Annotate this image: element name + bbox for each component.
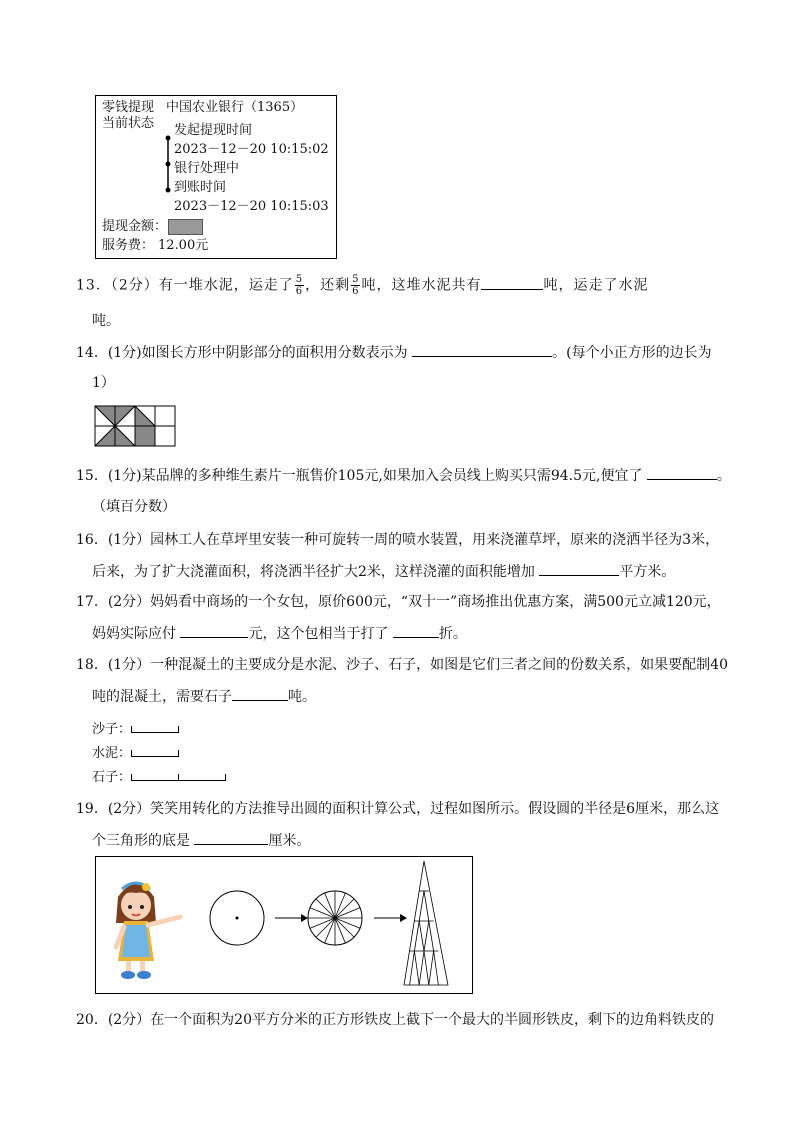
q13-text-3: 吨，这堆水泥共有 <box>361 277 482 294</box>
answer-blank[interactable] <box>647 465 717 480</box>
q14-cont: 1） <box>92 375 115 391</box>
question-13 <box>76 274 734 297</box>
question-16: 16．(1分）园林工人在草坪里安装一种可旋转一周的喷水装置，用来浇灌草坪，原来的浇洒半径为3米， <box>76 532 720 548</box>
q19-line2 <box>92 830 734 851</box>
question-17: 17．(2分）妈妈看中商场的一个女包，原价600元，“双十一”商场推出优惠方案，满500元立减120元， <box>76 594 721 610</box>
cement-bar <box>92 742 179 761</box>
bar-segment <box>131 750 179 757</box>
frac2-den: 6 <box>352 286 360 297</box>
q17-text-c: 折。 <box>438 626 467 642</box>
q14-text: 14．(1分)如图长方形中阴影部分的面积用分数表示为 <box>76 345 408 361</box>
frac1-num: 5 <box>295 274 304 285</box>
q17-text-a: 妈妈实际应付 <box>92 626 176 642</box>
start-time: 2023－12－20 10:15:02 <box>174 142 329 157</box>
q17-line2 <box>92 623 734 644</box>
amount-label: 提现金额： <box>102 219 168 234</box>
fraction-1 <box>295 274 304 297</box>
processing-status: 银行处理中 <box>174 161 240 176</box>
circle-transform-figure <box>95 856 473 994</box>
q15-text: 15．(1分)某品牌的多种维生素片一瓶售价105元,如果加入会员线上购买只需94.5元,便宜了 <box>76 468 643 484</box>
q14-text-end: 。(每个小正方形的边长为 <box>552 345 712 361</box>
bar-segment <box>131 726 179 733</box>
question-18: 18．(1分）一种混凝土的主要成分是水泥、沙子、石子，如图是它们三者之间的份数关系，如果要配制40 <box>76 657 728 673</box>
q16-line2 <box>92 561 734 582</box>
sand-label: 沙子： <box>92 722 132 737</box>
stone-label: 石子： <box>92 770 132 785</box>
question-20: 20．(2分）在一个面积为20平方分米的正方形铁皮上截下一个最大的半圆形铁皮，剩下的边角料铁皮的 <box>76 1012 714 1028</box>
q17-text-b: 元，这个包相当于打了 <box>248 626 389 642</box>
girl-illustration <box>116 883 180 979</box>
q16-text-end: 平方米。 <box>619 564 676 580</box>
arrive-time: 2023－12－20 10:15:03 <box>174 199 329 214</box>
q13-num: 13．（2分） <box>76 277 159 294</box>
q13-text-4: 吨，运走了水泥 <box>543 277 649 294</box>
q13-cont: 吨。 <box>92 313 120 329</box>
fraction-2 <box>351 274 360 297</box>
frac1-den: 6 <box>295 286 304 297</box>
answer-blank[interactable] <box>539 561 619 576</box>
question-19: 19．(2分）笑笑用转化的方法推导出圆的面积计算公式，过程如图所示。假设圆的半径是6厘米，那么这 <box>76 801 720 817</box>
withdrawal-card <box>95 95 337 259</box>
answer-blank[interactable] <box>393 623 439 638</box>
bar-segment <box>131 774 179 781</box>
fee-label: 服务费： <box>102 238 155 253</box>
q18-text-end: 吨。 <box>288 689 316 705</box>
q19-text-end: 厘米。 <box>268 833 311 849</box>
q13-text-1: 有一堆水泥，运走了 <box>158 277 294 294</box>
q16-text: 后来，为了扩大浇灌面积，将浇洒半径扩大2米，这样浇灌的面积能增加 <box>92 564 535 580</box>
stone-bar <box>92 766 226 785</box>
answer-blank[interactable] <box>180 623 248 638</box>
answer-blank[interactable] <box>481 275 543 290</box>
arrive-label: 到账时间 <box>174 180 227 195</box>
card-label-2: 当前状态 <box>102 116 155 131</box>
start-label: 发起提现时间 <box>174 123 253 138</box>
answer-blank[interactable] <box>232 686 288 701</box>
bar-segment <box>179 774 226 781</box>
q13-text-2: ，还剩 <box>305 277 351 294</box>
answer-blank[interactable] <box>412 342 552 357</box>
shaded-rectangle-figure <box>94 405 176 447</box>
card-label-1: 零钱提现 <box>102 100 155 115</box>
cement-label: 水泥： <box>92 746 132 761</box>
q19-text: 个三角形的底是 <box>92 833 190 849</box>
amount-hidden-box <box>168 219 203 235</box>
q15-text-end: 。 <box>716 468 731 484</box>
sand-bar <box>92 718 179 737</box>
bank-name: 中国农业银行（1365） <box>166 100 304 115</box>
q18-line2 <box>92 686 734 707</box>
q18-text: 吨的混凝土，需要石子 <box>92 689 232 705</box>
fee-value: 12.00元 <box>158 238 209 253</box>
q15-cont: （填百分数） <box>92 499 176 515</box>
figure-drawing <box>96 857 472 993</box>
question-15 <box>76 465 734 486</box>
question-14 <box>76 342 734 363</box>
answer-blank[interactable] <box>194 830 268 845</box>
frac2-num: 5 <box>352 274 360 285</box>
timeline-icon <box>164 134 172 194</box>
